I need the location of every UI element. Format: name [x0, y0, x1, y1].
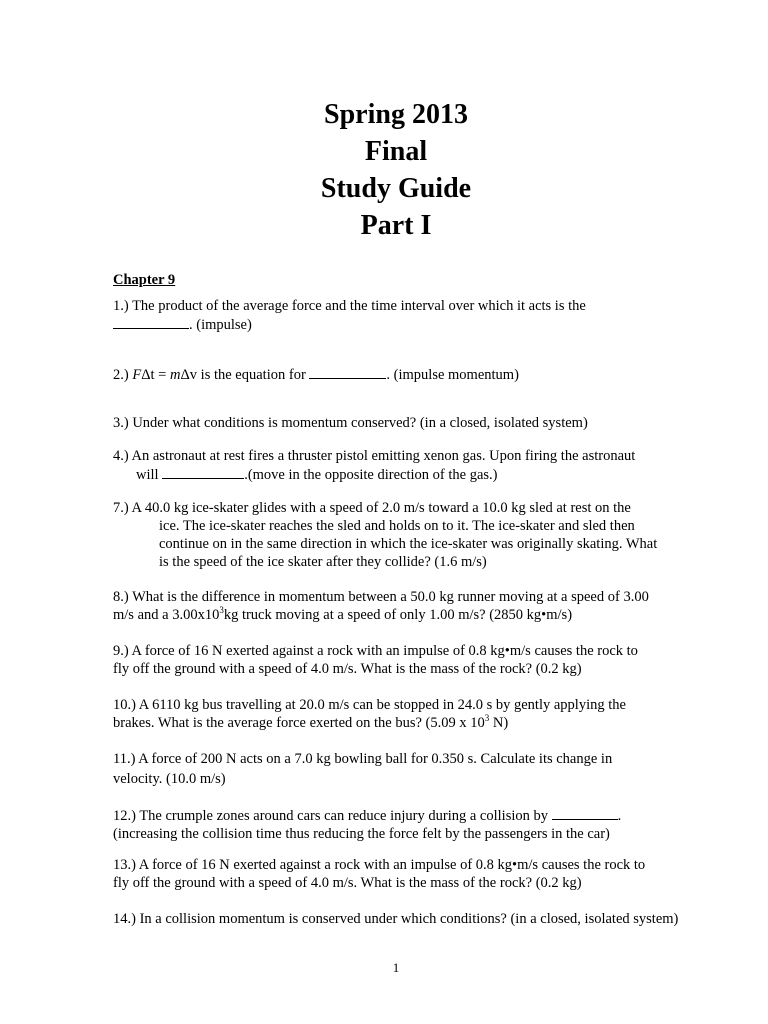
equation-delta-v: Δv	[180, 367, 198, 383]
question-3: 3.) Under what conditions is momentum conserved? (in a closed, isolated system)	[113, 415, 588, 431]
question-10	[113, 696, 626, 732]
title-line-1: Spring 2013	[324, 99, 468, 130]
question-2: 2.) FΔt = mΔv is the equation for . (impulse momentum)	[113, 367, 519, 383]
title-line-3: Study Guide	[320, 173, 472, 204]
equation-mass: m	[169, 367, 181, 383]
question-12	[113, 806, 621, 843]
page-number: 1	[392, 960, 400, 975]
question-12-line-2: (increasing the collision time thus reducing the force felt by the passengers in the car)	[113, 826, 610, 842]
question-12-line-1: 12.) The crumple zones around cars can reduce injury during a collision by .	[113, 808, 622, 824]
answer-blank	[113, 315, 189, 329]
question-11-line-1: 11.) A force of 200 N acts on a 7.0 kg bowling ball for 0.350 s. Calculate its change in	[113, 751, 613, 767]
question-9-line-2: fly off the ground with a speed of 4.0 m/s. What is the mass of the rock? (0.2 kg)	[113, 661, 582, 677]
document-title	[0, 96, 768, 244]
question-8	[113, 588, 649, 624]
question-8-line-1: 8.) What is the difference in momentum between a 50.0 kg runner moving at a speed of 3.00	[113, 589, 649, 605]
question-9	[113, 642, 638, 678]
question-1	[113, 297, 586, 334]
question-4-line-1: 4.) An astronaut at rest fires a thruster pistol emitting xenon gas. Upon firing the astronaut	[113, 448, 636, 464]
question-1-line-2: . (impulse)	[113, 315, 586, 334]
question-7-line-4: is the speed of the ice skater after they collide? (1.6 m/s)	[159, 554, 487, 570]
question-11-line-2: velocity. (10.0 m/s)	[113, 771, 226, 787]
equation-delta-t: Δt =	[141, 367, 170, 383]
question-11	[113, 749, 612, 789]
equation-force: F	[132, 367, 142, 383]
question-7	[113, 499, 657, 571]
question-number: 2.)	[113, 367, 133, 383]
question-13-line-2: fly off the ground with a speed of 4.0 m/s. What is the mass of the rock? (0.2 kg)	[113, 875, 582, 891]
answer-blank	[552, 806, 618, 820]
question-7-line-1: 7.) A 40.0 kg ice-skater glides with a speed of 2.0 m/s toward a 10.0 kg sled at rest on the	[113, 500, 631, 516]
question-4-line-2: will .(move in the opposite direction of the gas.)	[136, 467, 498, 483]
question-10-line-2: brakes. What is the average force exerted on the bus? (5.09 x $10^3$ N)	[113, 713, 509, 731]
title-line-4: Part I	[360, 210, 432, 241]
title-line-2: Final	[364, 136, 428, 167]
question-10-line-1: 10.) A 6110 kg bus travelling at 20.0 m/s can be stopped in 24.0 s by gently applying the	[113, 697, 626, 713]
question-9-line-1: 9.) A force of 16 N exerted against a rock with an impulse of 0.8 kg•m/s causes the rock to	[113, 643, 638, 659]
question-13-line-1: 13.) A force of 16 N exerted against a rock with an impulse of 0.8 kg•m/s causes the rock to	[113, 857, 646, 873]
question-14: 14.) In a collision momentum is conserved under which conditions? (in a closed, isolated system)	[113, 911, 679, 927]
question-7-line-3: continue on in the same direction in which the ice-skater was originally skating. What	[159, 536, 658, 552]
question-13	[113, 856, 645, 892]
answer-blank	[309, 365, 386, 379]
chapter-heading: Chapter 9	[113, 272, 176, 288]
answer-blank	[162, 465, 244, 479]
question-1-line-1: 1.) The product of the average force and the time interval over which it acts is the	[113, 298, 586, 314]
question-7-line-2: ice. The ice-skater reaches the sled and holds on to it. The ice-skater and sled then	[159, 518, 635, 534]
question-4	[113, 447, 635, 484]
question-8-line-2: m/s and a $3.00x10^3kg$ truck moving at a speed of only 1.00 m/s? (2850 kg•m/s)	[113, 605, 573, 623]
